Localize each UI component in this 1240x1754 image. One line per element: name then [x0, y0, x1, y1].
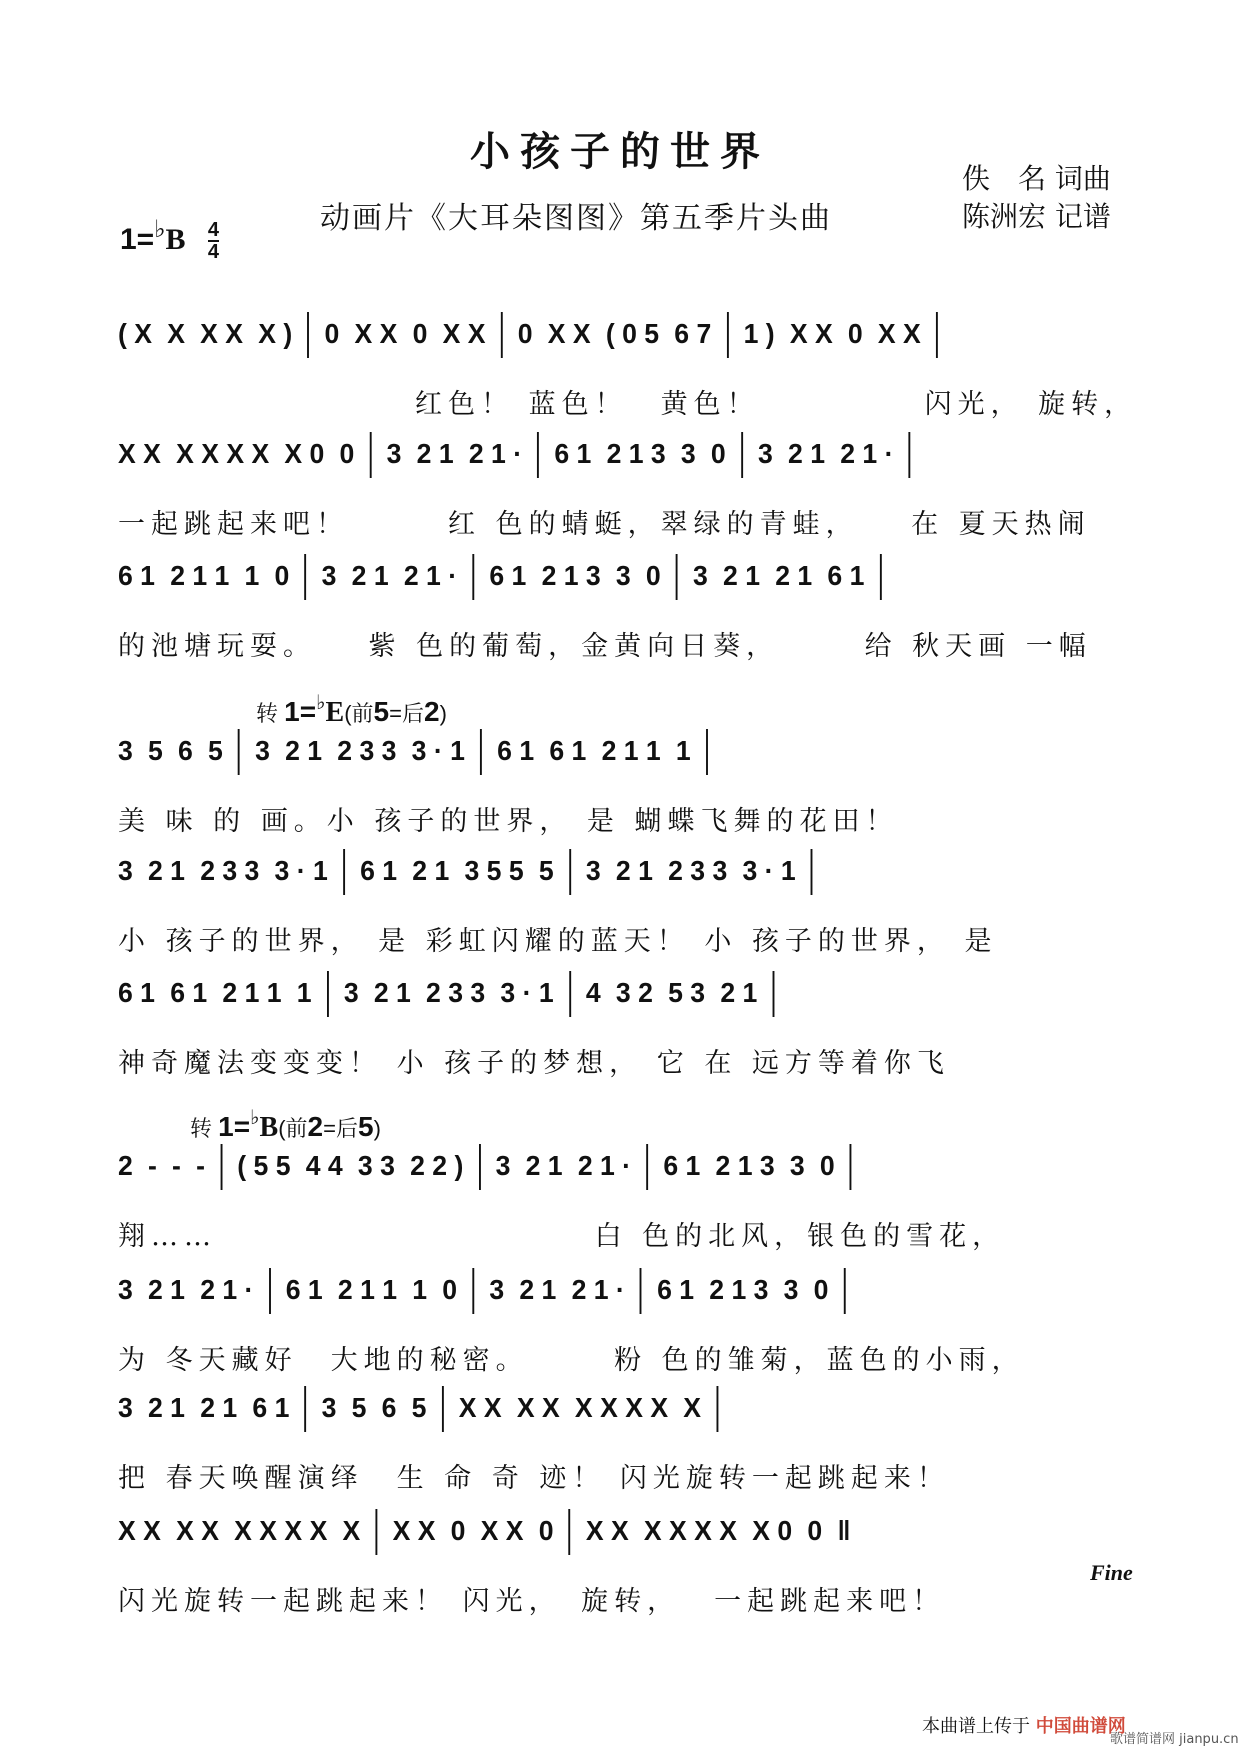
note-group: 6 7: [674, 318, 712, 349]
barline: [646, 1144, 648, 1190]
note-group: 0: [274, 560, 290, 591]
note-group: 2 1 1: [337, 1274, 398, 1305]
fine-marker: Fine: [1090, 1560, 1133, 1585]
note-group: 2 1 ·: [577, 1150, 632, 1181]
note-group: 1: [412, 1274, 428, 1305]
time-signature: [208, 220, 219, 262]
note-group: 3: [615, 560, 631, 591]
notes-line: [118, 1515, 1078, 1565]
note-group: 3: [789, 1150, 805, 1181]
note-group: 0: [819, 1150, 835, 1181]
note-group: 2 1 3: [715, 1150, 775, 1181]
key-prefix: 1=: [120, 223, 155, 256]
note-group: ( 0 5: [605, 318, 660, 349]
mod-a: 5: [373, 696, 390, 727]
note-group: 5: [207, 735, 223, 766]
watermark: 歌谱简谱网 jianpu.cn: [1110, 1732, 1239, 1747]
note-group: 3: [783, 1274, 799, 1305]
note-group: 6 1: [360, 855, 398, 886]
note-group: X X: [392, 1515, 436, 1546]
system-10: [118, 1515, 1128, 1618]
note-group: 6 1: [554, 438, 592, 469]
note-group: X: [342, 1515, 361, 1546]
mod-key-name: B: [259, 1112, 279, 1143]
mod-key: 1=: [284, 696, 317, 727]
barline: [706, 729, 708, 775]
barline: [305, 554, 307, 600]
mod-note: (前: [278, 1116, 308, 1141]
note-group: ( 5 5: [237, 1150, 291, 1181]
note-group: 2 1 1: [170, 560, 230, 591]
note-group: ‖: [837, 1515, 851, 1546]
note-group: 2 1 3: [606, 438, 666, 469]
note-group: 2 1 ·: [468, 438, 523, 469]
note-group: 2 1: [412, 855, 450, 886]
note-group: X: [683, 1392, 702, 1423]
notes-line: [118, 977, 1078, 1027]
note-group: 3: [118, 855, 133, 886]
barline: [472, 554, 474, 600]
mod-prefix: 转: [190, 1116, 213, 1141]
note-group: 0: [517, 318, 533, 349]
note-group: 0: [710, 438, 726, 469]
mod-close: ): [373, 1116, 381, 1141]
note-group: -: [196, 1150, 205, 1181]
note-group: 2 1: [723, 560, 761, 591]
note-group: X X X X: [574, 1392, 669, 1423]
note-group: 3: [680, 438, 696, 469]
note-group: 2 1: [615, 855, 653, 886]
lyrics-line: 闪光旋转一起跳起来！ 闪光， 旋转， 一起跳起来吧！: [118, 1586, 946, 1617]
mod-key: 1=: [218, 1111, 251, 1142]
system-9: [118, 1392, 1128, 1495]
note-group: 3 · 1: [274, 855, 328, 886]
barline: [640, 1268, 642, 1314]
note-group: 5: [351, 1392, 367, 1423]
note-group: 2 1: [416, 438, 454, 469]
barline: [726, 312, 728, 358]
note-group: -: [147, 1150, 157, 1181]
note-group: -: [172, 1150, 181, 1181]
time-sig-top: 4: [207, 219, 220, 242]
note-group: X 0: [752, 1515, 793, 1546]
barline: [327, 971, 329, 1017]
mod-eq: =: [323, 1116, 336, 1141]
barline: [880, 554, 882, 600]
note-group: 6 1: [549, 735, 587, 766]
note-group: 6 1: [118, 560, 155, 591]
note-group: X X: [442, 318, 486, 349]
system-8: [118, 1274, 1128, 1377]
mod-a: 2: [307, 1111, 324, 1142]
note-group: 2 1: [147, 855, 185, 886]
lyrics-line: 翔…… 白 色的北风，银色的雪花，: [118, 1221, 1006, 1252]
credit-lyricist-composer: 佚 名 词曲: [962, 162, 1111, 195]
lyrics-line: 把 春天唤醒演绎 生 命 奇 迹！ 闪光旋转一起跳起来！: [118, 1463, 950, 1494]
note-group: X X: [354, 318, 398, 349]
notes-line: [118, 855, 1078, 905]
system-3: [118, 560, 1128, 663]
note-group: 6 1: [827, 560, 865, 591]
note-group: ( X: [118, 318, 152, 349]
note-group: 4: [585, 977, 601, 1008]
note-group: 1: [244, 560, 260, 591]
system-7: [118, 1150, 1128, 1253]
note-group: 2 1 1: [222, 977, 282, 1008]
barline: [238, 729, 240, 775]
barline: [844, 1268, 846, 1314]
barline: [676, 554, 678, 600]
note-group: 6 1: [252, 1392, 290, 1423]
note-group: X X: [118, 438, 161, 469]
note-group: X X: [516, 1392, 560, 1423]
lyrics-line: 一起跳起来吧！ 红 色的蜻蜓，翠绿的青蛙， 在 夏天热闹: [118, 509, 1091, 540]
note-group: X X: [200, 318, 244, 349]
note-group: 0: [324, 318, 340, 349]
mod-close: ): [439, 701, 447, 726]
note-group: X X: [480, 1515, 524, 1546]
note-group: 6 1: [657, 1274, 695, 1305]
note-group: 2 1: [720, 977, 758, 1008]
note-group: X X X X: [234, 1515, 328, 1546]
note-group: 0: [807, 1515, 823, 1546]
note-group: 2 1: [775, 560, 813, 591]
song-title: 小孩子的世界: [470, 128, 770, 175]
notes-line: [118, 318, 1078, 368]
barline: [307, 312, 309, 358]
barline: [375, 1509, 377, 1555]
lyrics-line: 小 孩子的世界， 是 彩虹闪耀的蓝天！ 小 孩子的世界， 是: [118, 926, 998, 957]
key-signature: [120, 215, 219, 262]
note-group: 3 3: [357, 1150, 395, 1181]
barline: [569, 971, 571, 1017]
modulation-1: [256, 690, 447, 729]
song-subtitle: 动画片《大耳朵图图》第五季片头曲: [320, 201, 832, 236]
barline: [811, 849, 813, 895]
note-group: 6: [381, 1392, 397, 1423]
note-group: 2 1 ·: [200, 1274, 254, 1305]
note-group: 2 1: [373, 977, 411, 1008]
mod-prefix: 转: [256, 701, 279, 726]
notes-line: [118, 735, 1078, 785]
flat-icon: ♭: [316, 692, 326, 714]
note-group: 6 1: [170, 977, 208, 1008]
mod-eq: =: [389, 701, 402, 726]
note-group: X X: [547, 318, 591, 349]
flat-icon: ♭: [154, 216, 166, 243]
note-group: 3 · 1: [742, 855, 796, 886]
note-group: 2 3 3: [200, 855, 260, 886]
barline: [305, 1386, 307, 1432]
barline: [370, 432, 372, 478]
note-group: 6 1: [285, 1274, 323, 1305]
barline: [269, 1268, 271, 1314]
flat-icon: ♭: [250, 1107, 260, 1129]
note-group: 6 1: [489, 560, 527, 591]
note-group: 3: [693, 560, 708, 591]
barline: [442, 1386, 444, 1432]
note-group: 1 ): [743, 318, 775, 349]
lyrics-line: 神奇魔法变变变！ 小 孩子的梦想， 它 在 远方等着你飞: [118, 1048, 950, 1079]
note-group: 3: [321, 1392, 337, 1423]
note-group: 5 3: [668, 977, 706, 1008]
note-group: X X: [877, 318, 921, 349]
note-group: X X: [458, 1392, 502, 1423]
barline: [773, 971, 775, 1017]
note-group: 2 1 3: [541, 560, 601, 591]
site-logo[interactable]: 中国曲谱网: [1035, 1716, 1126, 1737]
note-group: 2 3 3: [426, 977, 486, 1008]
barline: [716, 1386, 718, 1432]
lyrics-line: 为 冬天藏好 大地的秘密。 粉 色的雏菊，蓝色的小雨，: [118, 1345, 1025, 1376]
note-group: 2 1 3: [709, 1274, 769, 1305]
note-group: 2 1: [788, 438, 826, 469]
barline: [850, 1144, 852, 1190]
notes-line: [118, 560, 1078, 610]
note-group: 0: [645, 560, 661, 591]
note-group: 5: [411, 1392, 427, 1423]
note-group: 3: [758, 438, 773, 469]
note-group: X 0: [284, 438, 325, 469]
mod-b-label: 后: [401, 701, 424, 726]
note-group: 2 1: [285, 735, 323, 766]
note-group: 3 · 1: [411, 735, 465, 766]
note-group: 3: [343, 977, 359, 1008]
note-group: X X X X: [643, 1515, 738, 1546]
barline: [472, 1268, 474, 1314]
note-group: 2: [118, 1150, 133, 1181]
mod-b: 2: [423, 696, 440, 727]
note-group: 5: [538, 855, 554, 886]
key-name: B: [165, 223, 186, 256]
lyrics-line: 红色！ 蓝色！ 黄色！ 闪光， 旋转，: [118, 389, 1138, 420]
note-group: 2 1 ·: [840, 438, 894, 469]
note-group: 3: [585, 855, 601, 886]
note-group: X X: [118, 1515, 161, 1546]
note-group: 0: [442, 1274, 458, 1305]
system-2: [118, 438, 1128, 541]
barline: [741, 432, 743, 478]
notes-line: [118, 438, 1078, 488]
note-group: 3: [118, 1392, 133, 1423]
system-1: [118, 318, 1138, 421]
note-group: X X X X: [176, 438, 270, 469]
barline: [569, 849, 571, 895]
note-group: 1: [296, 977, 312, 1008]
notes-line: [118, 1274, 1078, 1324]
lyrics-line: 的池塘玩耍。 紫 色的葡萄，金黄向日葵， 给 秋天画 一幅: [118, 631, 1092, 662]
note-group: X X: [585, 1515, 629, 1546]
note-group: 6 1: [118, 977, 155, 1008]
notes-line: [118, 1392, 1078, 1442]
note-group: 6 1: [663, 1150, 701, 1181]
barline: [480, 729, 482, 775]
note-group: 3: [386, 438, 402, 469]
note-group: 2 2 ): [410, 1150, 464, 1181]
note-group: X X: [789, 318, 833, 349]
note-group: 2 1: [200, 1392, 238, 1423]
note-group: 3: [255, 735, 270, 766]
note-group: 3: [489, 1274, 505, 1305]
note-group: 3 2: [615, 977, 653, 1008]
note-group: 3 5 5: [464, 855, 524, 886]
note-group: 0: [450, 1515, 466, 1546]
note-group: 0: [412, 318, 428, 349]
note-group: 0: [847, 318, 863, 349]
system-5: [118, 855, 1128, 958]
note-group: 2 1: [147, 1392, 185, 1423]
note-group: 1: [675, 735, 691, 766]
note-group: 2 3 3: [337, 735, 397, 766]
mod-b: 5: [357, 1111, 374, 1142]
mod-b-label: 后: [335, 1116, 358, 1141]
note-group: X X: [176, 1515, 219, 1546]
note-group: 2 1 1: [601, 735, 661, 766]
credit-transcriber: 陈洲宏 记谱: [962, 200, 1111, 233]
note-group: 3: [495, 1150, 511, 1181]
note-group: 2 3 3: [668, 855, 728, 886]
barline: [479, 1144, 481, 1190]
note-group: 2 1 ·: [571, 1274, 625, 1305]
system-4: [118, 735, 1128, 838]
note-group: 3: [321, 560, 337, 591]
note-group: 4 4: [305, 1150, 343, 1181]
barline: [537, 432, 539, 478]
credits: [962, 160, 1111, 236]
note-group: X ): [258, 318, 293, 349]
note-group: 3: [118, 735, 133, 766]
barline: [343, 849, 345, 895]
notes-line: [118, 1150, 1078, 1200]
note-group: X: [167, 318, 185, 349]
note-group: 6: [177, 735, 193, 766]
note-group: 5: [147, 735, 163, 766]
barline: [909, 432, 911, 478]
note-group: 3: [118, 1274, 133, 1305]
note-group: 2 1: [519, 1274, 557, 1305]
mod-note: (前: [344, 701, 374, 726]
footer: [922, 1712, 1126, 1738]
note-group: 2 1: [351, 560, 389, 591]
lyrics-line: 美 味 的 画。小 孩子的世界， 是 蝴蝶飞舞的花田！: [118, 806, 899, 837]
barline: [569, 1509, 571, 1555]
footer-text: 本曲谱上传于: [922, 1716, 1030, 1737]
note-group: 0: [339, 438, 355, 469]
barline: [936, 312, 938, 358]
note-group: 0: [538, 1515, 554, 1546]
note-group: 6 1: [497, 735, 535, 766]
note-group: 0: [813, 1274, 829, 1305]
note-group: 3 · 1: [500, 977, 554, 1008]
barline: [501, 312, 503, 358]
note-group: 2 1: [147, 1274, 185, 1305]
mod-key-name: E: [325, 697, 345, 728]
note-group: 2 1 ·: [403, 560, 458, 591]
note-group: 2 1: [525, 1150, 563, 1181]
system-6: [118, 977, 1128, 1080]
barline: [220, 1144, 222, 1190]
time-sig-bottom: 4: [207, 241, 220, 264]
modulation-2: [190, 1105, 381, 1144]
